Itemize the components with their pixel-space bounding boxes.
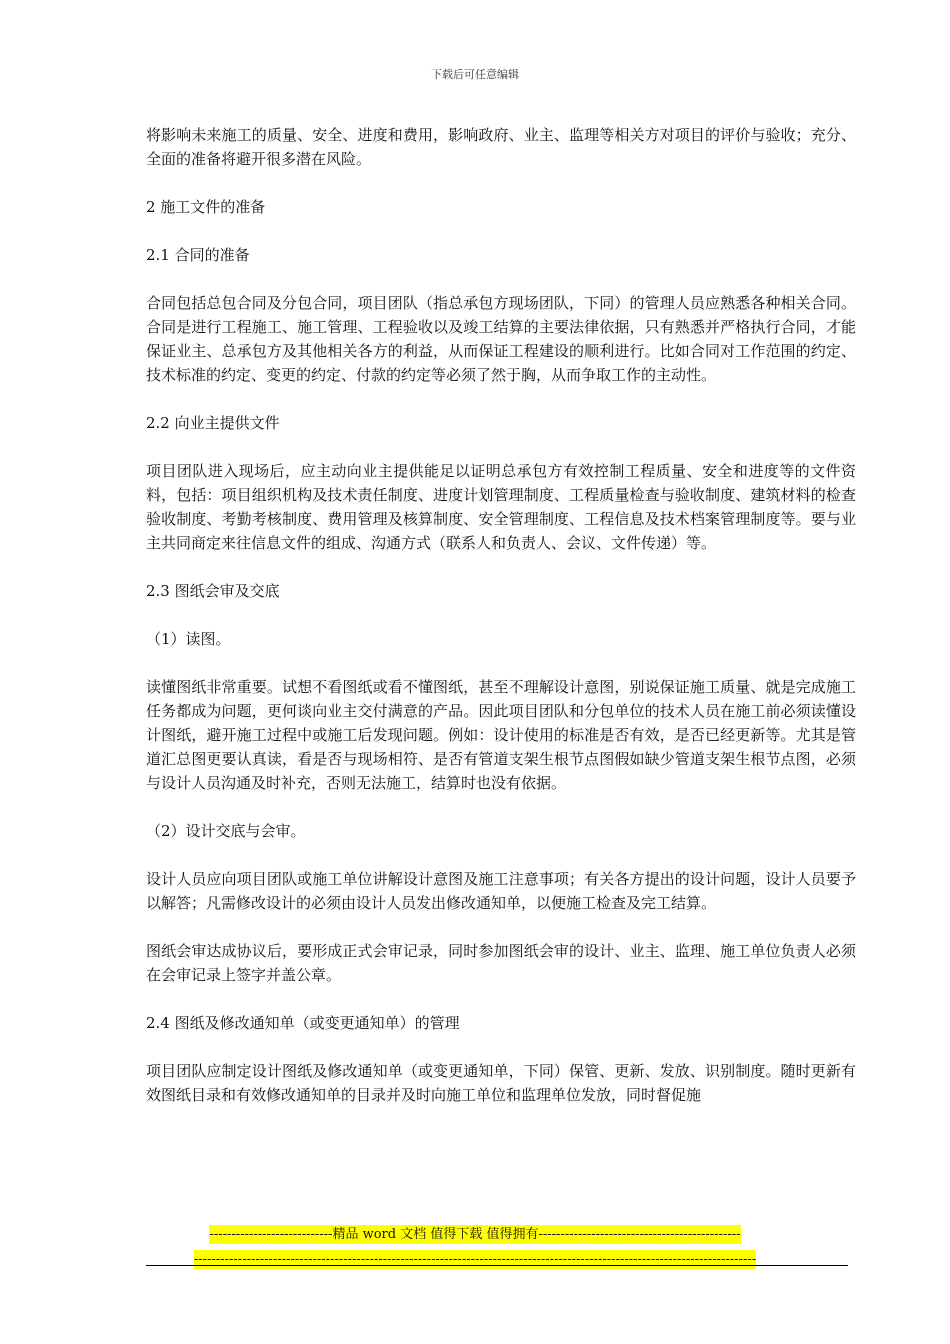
section-heading-2-3: 2.3 图纸会审及交底	[146, 582, 280, 600]
document-body	[146, 123, 856, 1131]
paragraph-design-disclosure: 设计人员应向项目团队或施工单位讲解设计意图及施工注意事项；有关各方提出的设计问题，设计人员要予以解答；凡需修改设计的必须由设计人员发出修改通知单，以便施工检查及完工结算。	[146, 870, 856, 912]
section-heading-2-1: 2.1 合同的准备	[146, 246, 250, 264]
paragraph-read-drawings: 读懂图纸非常重要。试想不看图纸或看不懂图纸，甚至不理解设计意图，别说保证施工质量、就是完成施工任务都成为问题，更何谈向业主交付满意的产品。因此项目团队和分包单位的技术人员在施工前必须读懂设计图纸，避开施工过程中或施工后发现问题。例如：设计使用的标准是否有效，是否已经更新等。尤其是管道汇总图更要认真读，看是否与现场相符、是否有管道支架生根节点图假如缺少管道支架生根节点图，必须与设计人员沟通及时补充，否则无法施工，结算时也没有依据。	[146, 678, 856, 792]
section-heading-2-2: 2.2 向业主提供文件	[146, 414, 280, 432]
paragraph-contracts: 合同包括总包合同及分包合同，项目团队（指总承包方现场团队，下同）的管理人员应熟悉各种相关合同。合同是进行工程施工、施工管理、工程验收以及竣工结算的主要法律依据，只有熟悉并严格执行合同，才能保证业主、总承包方及其他相关各方的利益，从而保证工程建设的顺利进行。比如合同对工作范围的约定、技术标准的约定、变更的约定、付款的约定等必须了然于胸，从而争取工作的主动性。	[146, 294, 856, 384]
paragraph-drawing-management: 项目团队应制定设计图纸及修改通知单（或变更通知单，下同）保管、更新、发放、识别制度。随时更新有效图纸目录和有效修改通知单的目录并及时向施工单位和监理单位发放，同时督促施	[146, 1062, 856, 1104]
footer-rule	[146, 1265, 848, 1266]
page-footer	[0, 1225, 950, 1275]
paragraph-intro-continued: 将影响未来施工的质量、安全、进度和费用，影响政府、业主、监理等相关方对项目的评价与验收；充分、全面的准备将避开很多潜在风险。	[146, 126, 856, 168]
paragraph-review-record: 图纸会审达成协议后，要形成正式会审记录，同时参加图纸会审的设计、业主、监理、施工单位负责人必须在会审记录上签字并盖公章。	[146, 942, 856, 984]
subheading-design-disclosure: （2）设计交底与会审。	[146, 822, 306, 840]
footer-banner-line-2: --------------------------------------------------------------------------------------------------------------------------------	[193, 1252, 757, 1267]
section-heading-2: 2 施工文件的准备	[146, 198, 266, 216]
footer-banner-line-1: ----------------------------精品 word 文档 值得下载 值得拥有----------------------------------------------	[209, 1227, 741, 1242]
paragraph-owner-documents: 项目团队进入现场后，应主动向业主提供能足以证明总承包方有效控制工程质量、安全和进度等的文件资料，包括：项目组织机构及技术责任制度、进度计划管理制度、工程质量检查与验收制度、建筑材料的检查验收制度、考勤考核制度、费用管理及核算制度、安全管理制度、工程信息及技术档案管理制度等。要与业主共同商定来往信息文件的组成、沟通方式（联系人和负责人、会议、文件传递）等。	[146, 462, 856, 552]
subheading-read-drawings: （1）读图。	[146, 630, 231, 648]
section-heading-2-4: 2.4 图纸及修改通知单（或变更通知单）的管理	[146, 1014, 460, 1032]
page-header: 下载后可任意编辑	[431, 68, 519, 81]
